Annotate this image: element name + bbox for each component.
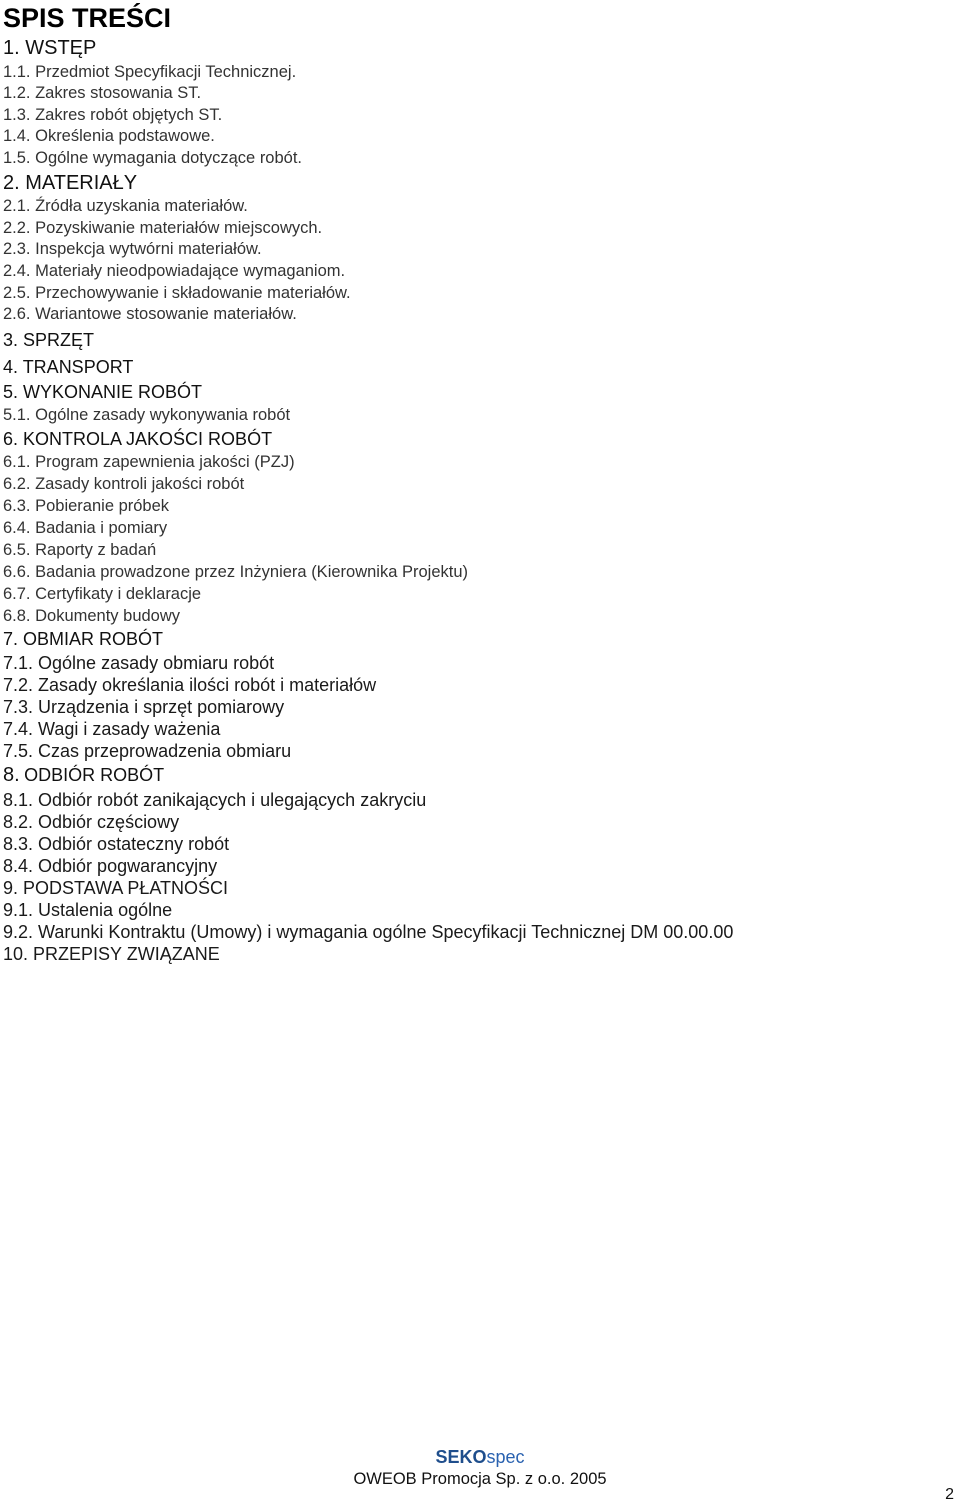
page-title: SPIS TREŚCI [3,3,172,33]
toc-item: 8.4. Odbiór pogwarancyjny [3,856,218,876]
toc-item: 2.1. Źródła uzyskania materiałów. [3,197,248,215]
toc-chapter [3,765,164,785]
toc-item: 6.3. Pobieranie próbek [3,497,170,515]
toc-chapter: 2. MATERIAŁY [3,172,138,194]
toc-item: 8.2. Odbiór częściowy [3,812,180,832]
toc-chapter: 3. SPRZĘT [3,330,95,350]
page-number: 2 [945,1486,954,1503]
toc-chapter: 7. OBMIAR ROBÓT [3,629,164,649]
toc-item: 2.6. Wariantowe stosowanie materiałów. [3,305,297,323]
toc-chapter: 1. WSTĘP [3,37,97,59]
toc-item: 2.5. Przechowywanie i składowanie materiałów. [3,284,351,302]
toc-item: 8.3. Odbiór ostateczny robót [3,834,230,854]
toc-item: 1.3. Zakres robót objętych ST. [3,106,223,124]
toc-item: 2.3. Inspekcja wytwórni materiałów. [3,240,262,258]
toc-item: 1.5. Ogólne wymagania dotyczące robót. [3,149,303,167]
toc-item: 9.1. Ustalenia ogólne [3,900,173,920]
company-logo [0,1448,960,1466]
toc-chapter-title: ODBIÓR ROBÓT [24,765,165,785]
toc-chapter: 9. PODSTAWA PŁATNOŚCI [3,878,229,898]
toc-item: 7.1. Ogólne zasady obmiaru robót [3,653,275,673]
footer-company-text: OWEOB Promocja Sp. z o.o. 2005 [353,1470,607,1488]
toc-chapter: 5. WYKONANIE ROBÓT [3,382,203,402]
toc-item: 2.4. Materiały nieodpowiadające wymaganiom. [3,262,346,280]
toc-item: 7.3. Urządzenia i sprzęt pomiarowy [3,697,285,717]
toc-chapter: 10. PRZEPISY ZWIĄZANE [3,944,220,964]
logo-bold-text: SEKO [435,1447,487,1467]
toc-item: 1.1. Przedmiot Specyfikacji Technicznej. [3,63,297,81]
toc-chapter: 4. TRANSPORT [3,357,134,377]
toc-item: 6.7. Certyfikaty i deklaracje [3,585,202,603]
toc-item: 7.5. Czas przeprowadzenia obmiaru [3,741,292,761]
logo-light-text: spec [486,1447,525,1467]
toc-item: 6.5. Raporty z badań [3,541,157,559]
toc-item: 1.2. Zakres stosowania ST. [3,84,202,102]
toc-item: 7.2. Zasady określania ilości robót i materiałów [3,675,377,695]
toc-item: 6.4. Badania i pomiary [3,519,168,537]
toc-item: 9.2. Warunki Kontraktu (Umowy) i wymagania ogólne Specyfikacji Technicznej DM 00.00.00 [3,922,734,942]
toc-chapter: 6. KONTROLA JAKOŚCI ROBÓT [3,429,273,449]
toc-item: 2.2. Pozyskiwanie materiałów miejscowych. [3,219,323,237]
toc-item: 6.1. Program zapewnienia jakości (PZJ) [3,453,295,471]
toc-item: 6.2. Zasady kontroli jakości robót [3,475,245,493]
toc-item: 8.1. Odbiór robót zanikających i ulegających zakryciu [3,790,427,810]
toc-item: 7.4. Wagi i zasady ważenia [3,719,221,739]
toc-item: 5.1. Ogólne zasady wykonywania robót [3,406,291,424]
toc-item: 6.8. Dokumenty budowy [3,607,181,625]
toc-chapter-number: 8. [3,764,20,786]
toc-item: 1.4. Określenia podstawowe. [3,127,215,145]
toc-item: 6.6. Badania prowadzone przez Inżyniera (Kierownika Projektu) [3,563,468,581]
